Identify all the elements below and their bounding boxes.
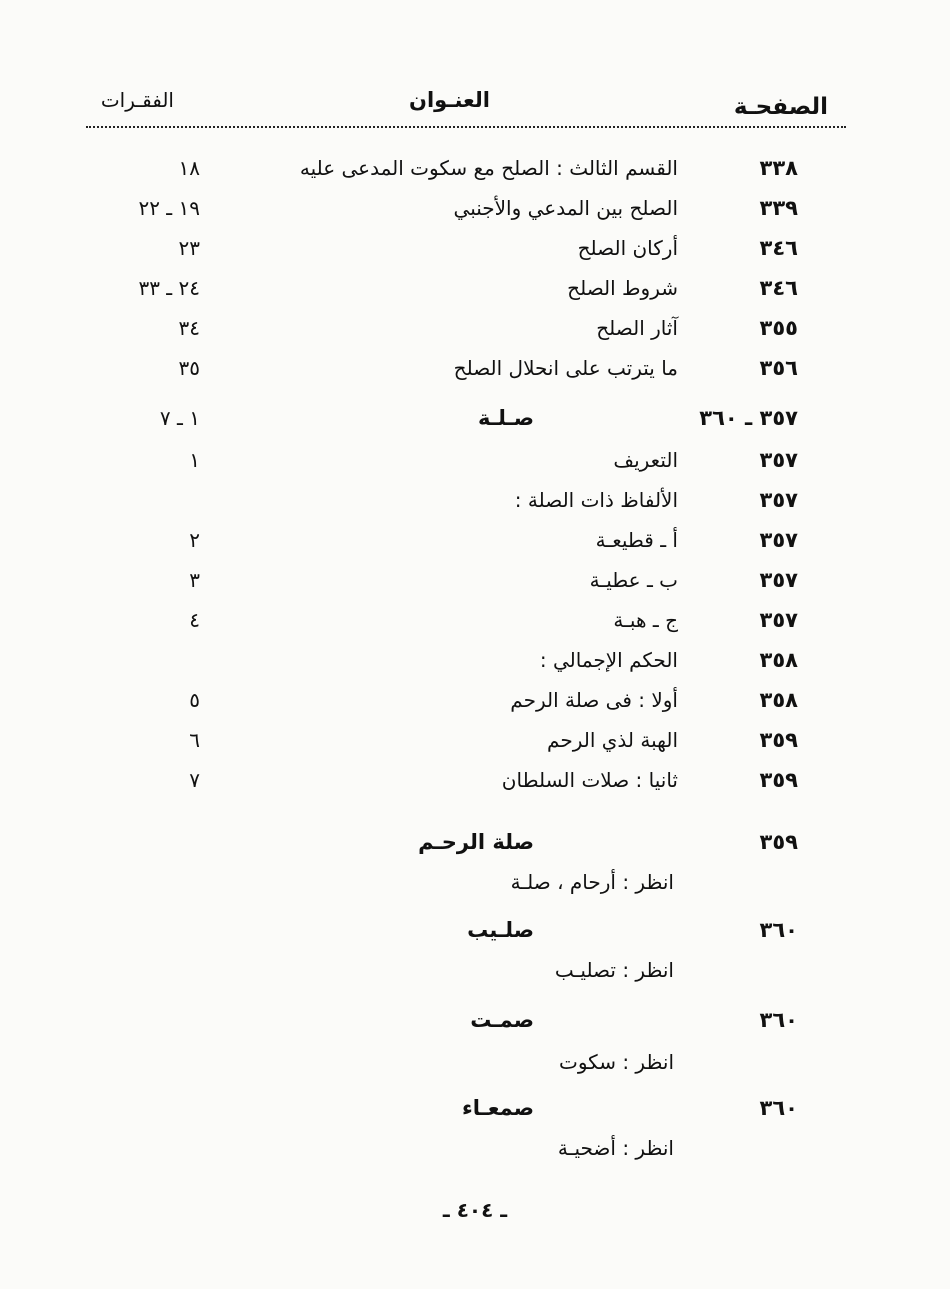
page-number: ٣٦٠: [759, 1008, 798, 1032]
page-number: ٣٥٩: [759, 728, 798, 752]
paragraph-range: ٢: [189, 528, 200, 552]
dotted-divider: [86, 126, 846, 128]
page-number: ٣٥٥: [759, 316, 798, 340]
column-header-title: العنـوان: [409, 88, 490, 112]
page-number: ٣٤٦: [759, 236, 798, 260]
index-row: [0, 316, 950, 356]
page-number: ٣٥٧: [759, 488, 798, 512]
page-number: ٣٦٠: [759, 918, 798, 942]
see-also-row: [0, 958, 950, 998]
entry-title: أركان الصلح: [577, 236, 678, 260]
see-also-reference: انظر : أرحام ، صلـة: [510, 870, 674, 894]
index-row: [0, 528, 950, 568]
index-row-main-entry: [0, 830, 950, 870]
index-row: [0, 156, 950, 196]
index-row: [0, 356, 950, 396]
page-number: ٣٣٩: [759, 196, 798, 220]
index-row: [0, 768, 950, 808]
index-row: [0, 608, 950, 648]
paragraph-range: ٢٣: [178, 236, 200, 260]
index-row: [0, 688, 950, 728]
entry-title: آثار الصلح: [596, 316, 678, 340]
index-row: [0, 648, 950, 688]
see-also-reference: انظر : سكوت: [559, 1050, 674, 1074]
entry-title: الهبة لذي الرحم: [547, 728, 678, 752]
entry-title: القسم الثالث : الصلح مع سكوت المدعى عليه: [299, 156, 678, 180]
entry-title: صمعـاء: [461, 1096, 534, 1120]
paragraph-range: ١: [189, 448, 200, 472]
entry-title: الحكم الإجمالي :: [539, 648, 678, 672]
entry-title: ما يترتب على انحلال الصلح: [453, 356, 678, 380]
see-also-row: [0, 1136, 950, 1176]
paragraph-range: ٣٤: [178, 316, 200, 340]
page-number: ٣٥٧: [759, 448, 798, 472]
entry-title: ب ـ عطيـة: [589, 568, 678, 592]
see-also-reference: انظر : أضحيـة: [557, 1136, 674, 1160]
entry-title: الألفاظ ذات الصلة :: [514, 488, 678, 512]
see-also-row: [0, 870, 950, 910]
paragraph-range: ٥: [189, 688, 200, 712]
paragraph-range: ١٨: [178, 156, 200, 180]
entry-title: صـلـة: [478, 406, 534, 430]
paragraph-range: ١٩ ـ ٢٢: [138, 196, 200, 220]
index-row-main-entry: [0, 918, 950, 958]
index-row-main-entry: [0, 1096, 950, 1136]
paragraph-range: ٣٥: [178, 356, 200, 380]
see-also-row: [0, 1050, 950, 1090]
paragraph-range: ٦: [189, 728, 200, 752]
page-number: ٣٤٦: [759, 276, 798, 300]
see-also-reference: انظر : تصليـب: [554, 958, 674, 982]
page-footer-number: ـ ٤٠٤ ـ: [442, 1198, 508, 1222]
page-number: ٣٥٧: [759, 528, 798, 552]
entry-title: أ ـ قطيعـة: [595, 528, 678, 552]
entry-title: صلـيب: [467, 918, 534, 942]
index-row: [0, 488, 950, 528]
index-row: [0, 728, 950, 768]
entry-title: التعريف: [613, 448, 678, 472]
page-number: ٣٥٧: [759, 568, 798, 592]
index-row: [0, 196, 950, 236]
page-number: ٣٣٨: [759, 156, 798, 180]
index-row: [0, 568, 950, 608]
index-row-main-entry: [0, 1008, 950, 1048]
index-row-main-entry: [0, 406, 950, 446]
entry-title: صلة الرحـم: [418, 830, 534, 854]
index-row: [0, 276, 950, 316]
column-header-page: الصفحـة: [733, 94, 828, 120]
index-row: [0, 236, 950, 276]
page-number: ٣٥٧ ـ ٣٦٠: [699, 406, 798, 430]
page-number: ٣٥٨: [759, 688, 798, 712]
page-number: ٣٥٩: [759, 830, 798, 854]
page-number: ٣٥٩: [759, 768, 798, 792]
paragraph-range: ١ ـ ٧: [159, 406, 200, 430]
page-number: ٣٥٧: [759, 608, 798, 632]
entry-title: ثانيا : صلات السلطان: [501, 768, 678, 792]
entry-title: صمـت: [470, 1008, 534, 1032]
paragraph-range: ٧: [189, 768, 200, 792]
page-number: ٣٦٠: [759, 1096, 798, 1120]
entry-title: ج ـ هبـة: [613, 608, 678, 632]
paragraph-range: ٤: [189, 608, 200, 632]
entry-title: شروط الصلح: [567, 276, 678, 300]
page-number: ٣٥٨: [759, 648, 798, 672]
paragraph-range: ٢٤ ـ ٣٣: [138, 276, 200, 300]
paragraph-range: ٣: [189, 568, 200, 592]
index-row: [0, 448, 950, 488]
page-number: ٣٥٦: [759, 356, 798, 380]
entry-title: أولا : فى صلة الرحم: [510, 688, 678, 712]
entry-title: الصلح بين المدعي والأجنبي: [453, 196, 678, 220]
column-header-paragraphs: الفقـرات: [100, 88, 174, 112]
